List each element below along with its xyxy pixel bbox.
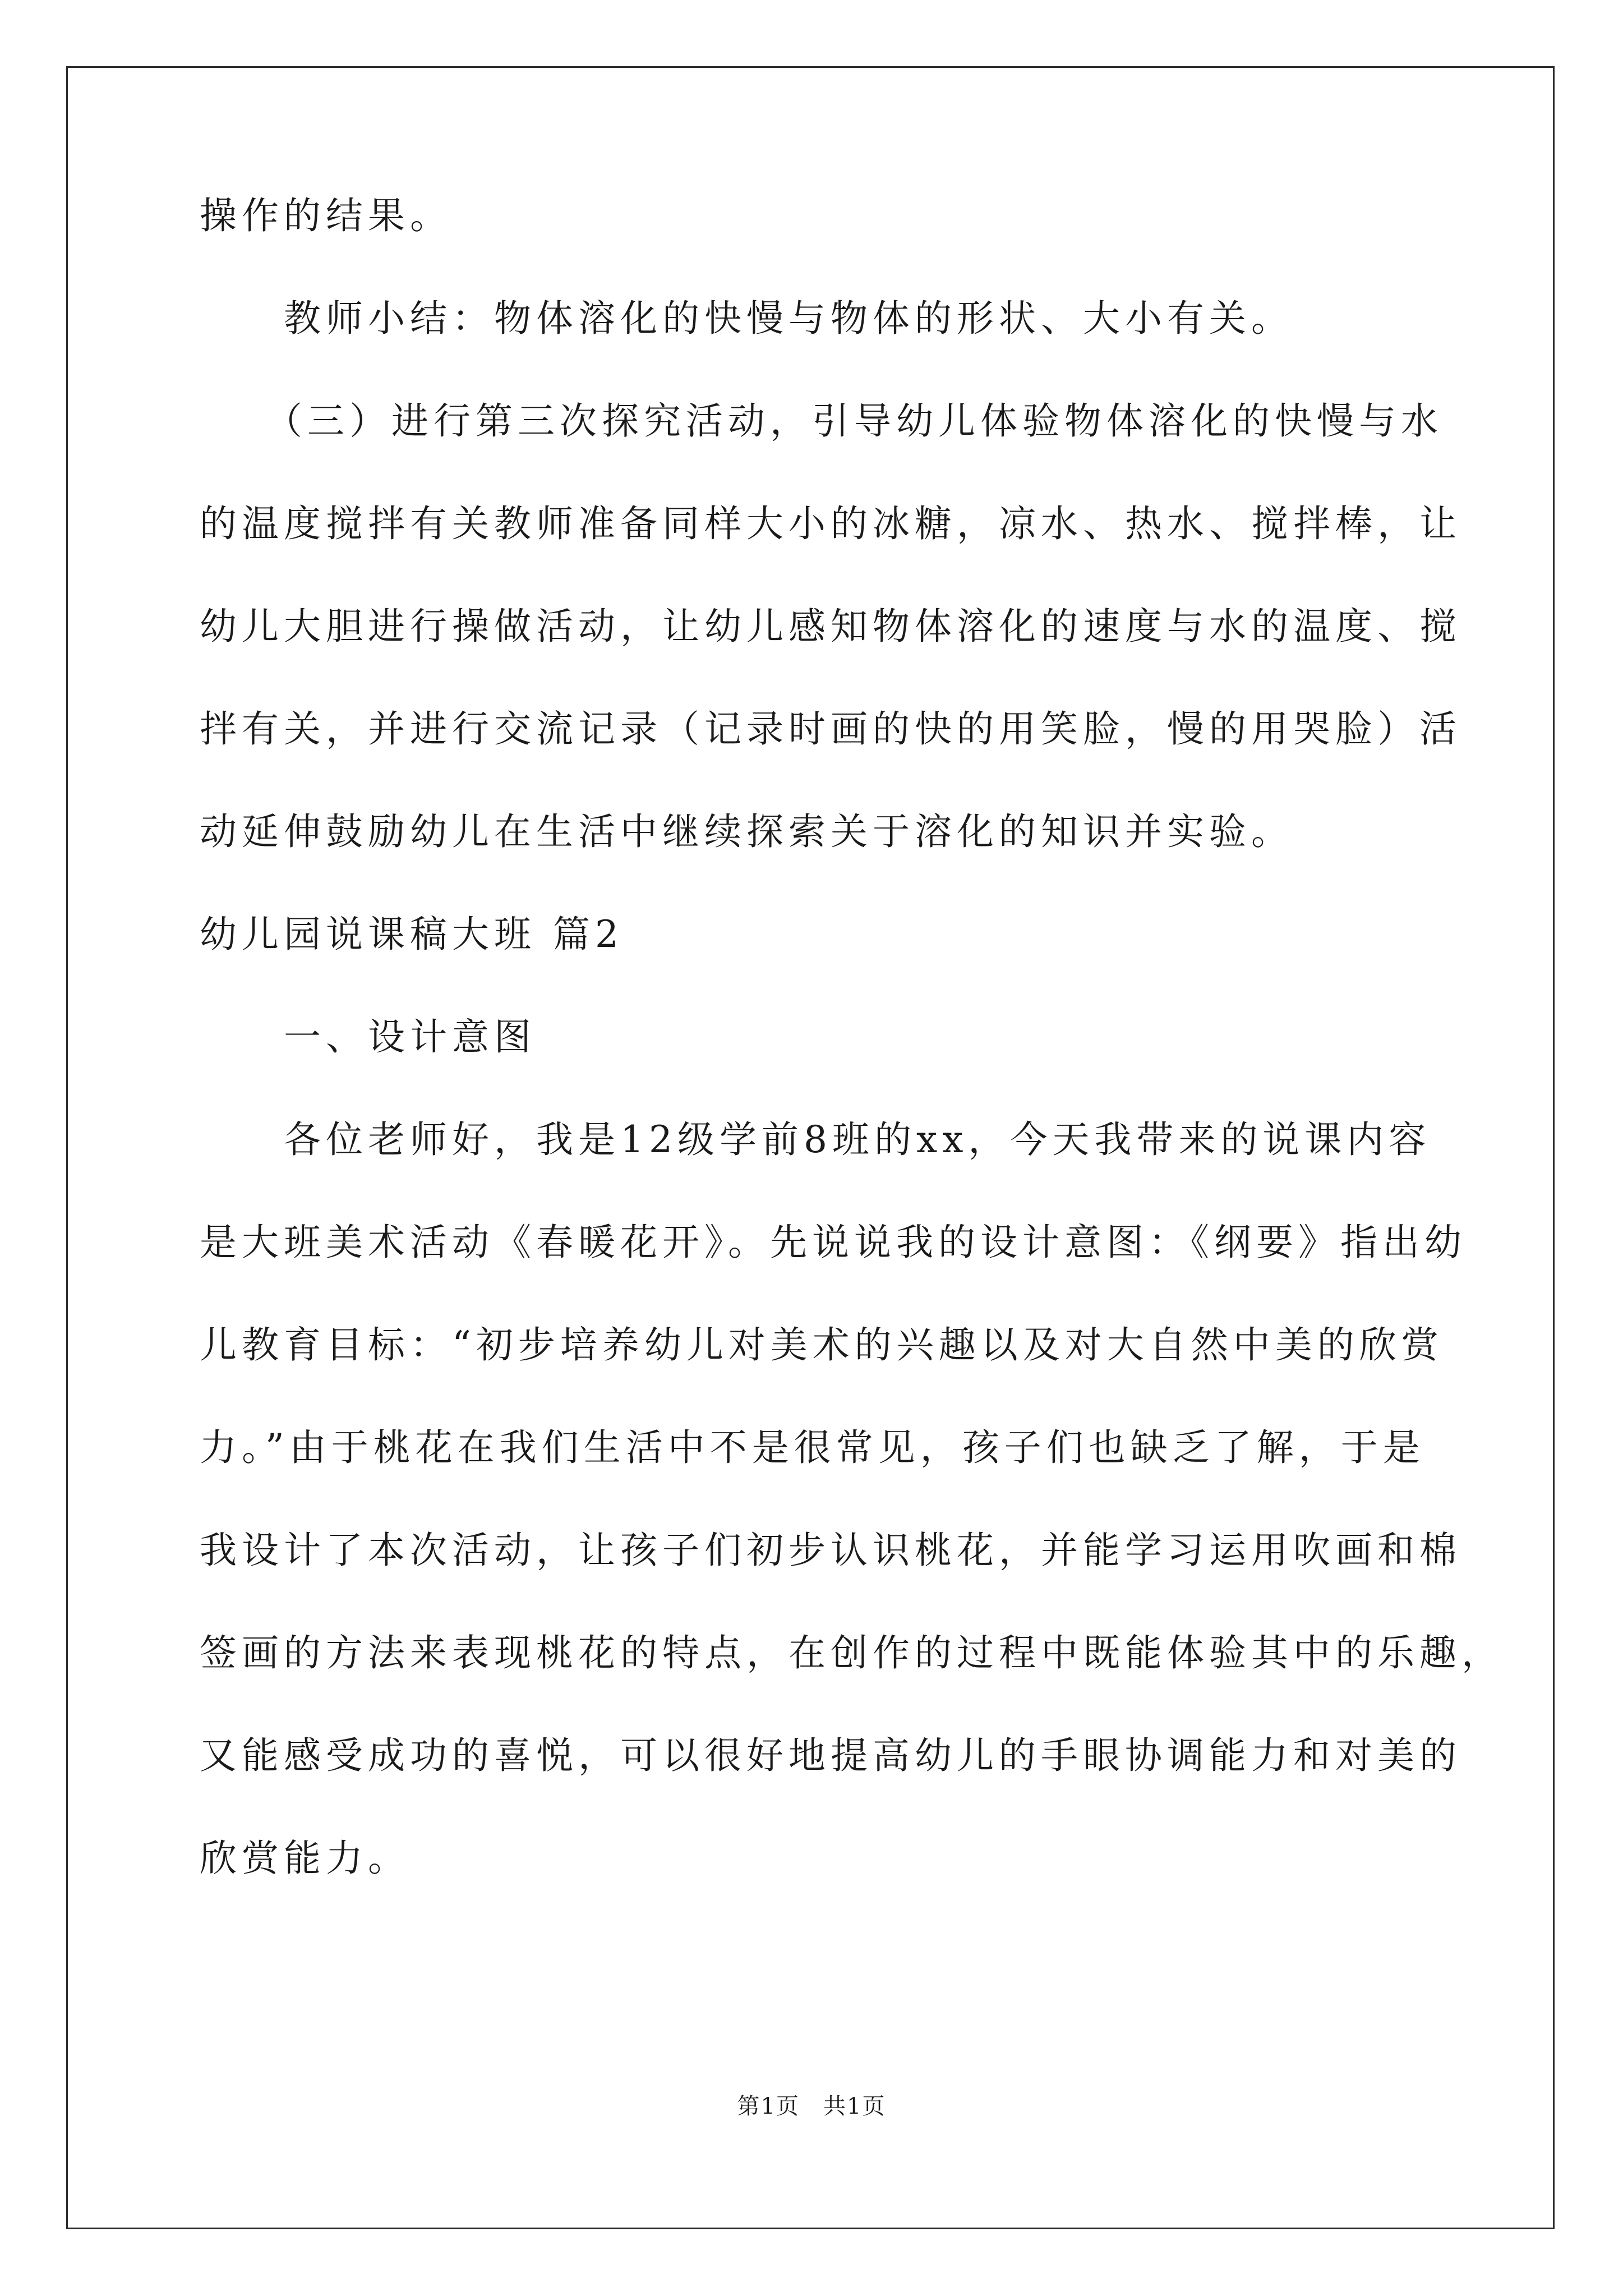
text-line: 又能感受成功的喜悦，可以很好地提高幼儿的手眼协调能力和对美的 — [200, 1734, 1461, 1777]
text-line: 幼儿大胆进行操做活动，让幼儿感知物体溶化的速度与水的温度、搅 — [200, 605, 1461, 648]
text-line: （三）进行第三次探究活动，引导幼儿体验物体溶化的快慢与水 — [200, 399, 1443, 443]
text-line: 各位老师好，我是12级学前8班的xx，今天我带来的说课内容 — [200, 1118, 1431, 1161]
subsection-heading: 一、设计意图 — [200, 1015, 536, 1059]
text-line: 动延伸鼓励幼儿在生活中继续探索关于溶化的知识并实验。 — [200, 810, 1293, 853]
text-line: 力。”由于桃花在我们生活中不是很常见，孩子们也缺乏了解，于是 — [200, 1426, 1425, 1469]
text-line: 欣赏能力。 — [200, 1837, 410, 1880]
text-line: 拌有关，并进行交流记录（记录时画的快的用笑脸，慢的用哭脸）活 — [200, 707, 1461, 751]
text-line: 的温度搅拌有关教师准备同样大小的冰糖，凉水、热水、搅拌棒，让 — [200, 502, 1461, 545]
text-line: 我设计了本次活动，让孩子们初步认识桃花，并能学习运用吹画和棉 — [200, 1529, 1461, 1572]
section-heading: 幼儿园说课稿大班 篇2 — [200, 913, 624, 956]
text-line: 是大班美术活动《春暖花开》。先说说我的设计意图：《纲要》指出幼 — [200, 1221, 1467, 1264]
text-line: 签画的方法来表现桃花的特点，在创作的过程中既能体验其中的乐趣， — [200, 1631, 1504, 1674]
page-footer: 第1页 共1页 — [737, 2093, 886, 2119]
document-body — [200, 194, 1504, 1881]
text-line: 教师小结：物体溶化的快慢与物体的形状、大小有关。 — [200, 297, 1293, 340]
text-line: 儿教育目标：“初步培养幼儿对美术的兴趣以及对大自然中美的欣赏 — [200, 1323, 1444, 1366]
text-line: 操作的结果。 — [200, 194, 452, 237]
